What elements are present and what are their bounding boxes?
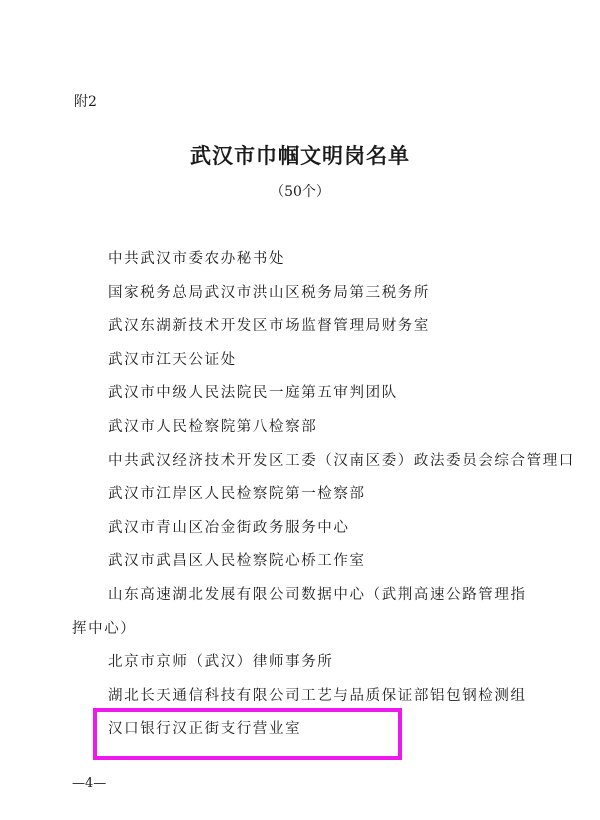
highlight-box — [93, 708, 402, 760]
list-item: 湖北长天通信科技有限公司工艺与品质保证部铝包钢检测组 — [108, 687, 527, 704]
count-note: （50个） — [270, 184, 330, 200]
list-item: 武汉市江岸区人民检察院第一检察部 — [108, 486, 366, 503]
list-item-highlighted: 汉口银行汉正街支行营业室 — [108, 721, 302, 738]
page-number: —4— — [72, 776, 107, 791]
attachment-label: 附2 — [74, 94, 97, 110]
list-item: 国家税务总局武汉市洪山区税务局第三税务所 — [108, 284, 430, 301]
list-item: 武汉市江天公证处 — [108, 351, 237, 368]
list-item: 山东高速湖北发展有限公司数据中心（武荆高速公路管理指挥中心） — [72, 586, 527, 637]
list-item: 中共武汉经济技术开发区工委（汉南区委）政法委员会综合管理口 — [108, 452, 575, 469]
organization-list — [72, 243, 575, 747]
list-item: 武汉市武昌区人民检察院心桥工作室 — [108, 553, 366, 570]
list-item: 武汉东湖新技术开发区市场监督管理局财务室 — [108, 318, 430, 335]
list-item: 北京市京师（武汉）律师事务所 — [108, 654, 334, 671]
list-item: 武汉市中级人民法院民一庭第五审判团队 — [108, 385, 398, 402]
page-title: 武汉市巾帼文明岗名单 — [190, 144, 410, 168]
list-item: 中共武汉市委农办秘书处 — [108, 251, 286, 267]
list-item: 武汉市人民检察院第八检察部 — [108, 418, 318, 435]
list-item: 武汉市青山区冶金街政务服务中心 — [108, 519, 350, 536]
